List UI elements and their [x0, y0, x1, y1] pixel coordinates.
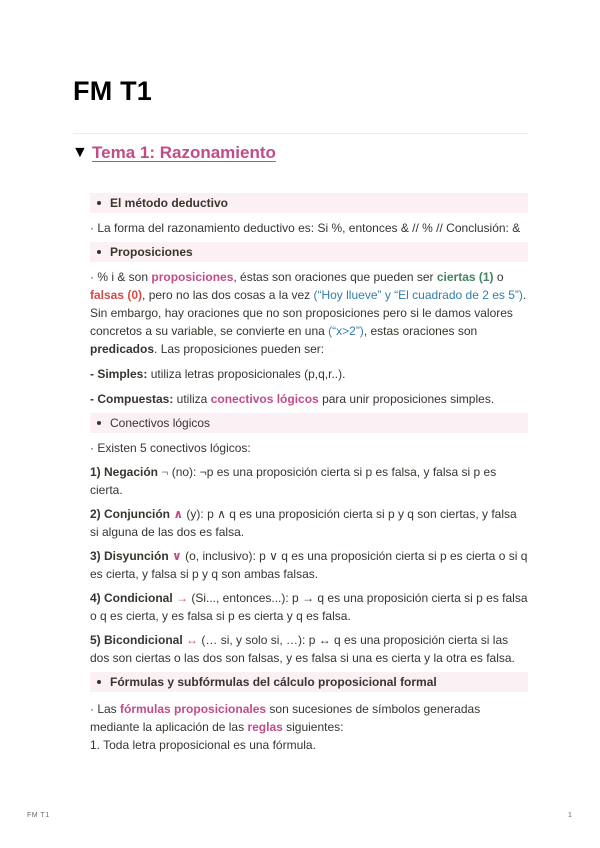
bullet-heading-proposiciones: [90, 242, 528, 262]
page-title: FM T1: [73, 76, 152, 106]
text-run: (… si, y solo si, …): p ↔ q es una proposición cierta si las dos son ciertas o las dos son falsas, y es falsa si una es cierta y la otra es falsa.: [90, 633, 515, 665]
text-run: siguientes:: [282, 720, 344, 734]
text-run: (Si..., entonces...): p → q es una proposición cierta si p es falsa o q es cierta, y es falsa si p es cierta y q es falsa.: [90, 591, 528, 623]
bullet-heading-text: Fórmulas y subfórmulas del cálculo proposicional formal: [110, 675, 437, 689]
text-run: utiliza letras proposicionales (p,q,r..).: [147, 367, 346, 381]
paragraph-proposiciones: [90, 268, 528, 358]
paragraph-formulas: [90, 700, 528, 736]
text-run: , éstas son oraciones que pueden ser: [233, 270, 437, 284]
conectivo-item-2: [90, 505, 528, 541]
symbol-biconditional: ↔: [182, 633, 199, 647]
footer-title: FM T1: [27, 812, 50, 819]
text-run: (y): p ∧ q es una proposición cierta si p y q son ciertas, y falsa si alguna de las dos es falsa.: [90, 507, 517, 539]
highlight-false: falsas (0): [90, 288, 143, 302]
conectivo-item-3: [90, 547, 528, 583]
paragraph-compuestas: [90, 390, 528, 408]
highlight-term: reglas: [247, 720, 283, 734]
paragraph-deductivo: · La forma del razonamiento deductivo es: Si %, entonces & // % // Conclusión: &: [90, 221, 521, 235]
symbol-conjunction: ∧: [170, 507, 184, 521]
symbol-negation: ¬: [158, 465, 169, 479]
bold-label: 2) Conjunción: [90, 507, 170, 521]
text-run: , estas oraciones son: [363, 324, 478, 338]
text-run: · Las: [90, 702, 121, 716]
bullet-dot-icon: [97, 421, 101, 425]
bold-label: - Simples:: [90, 367, 148, 381]
bold-term: predicados: [90, 342, 155, 356]
footer-page-number: 1: [568, 812, 573, 819]
bold-label: 3) Disyunción: [90, 549, 169, 563]
rule-1: 1. Toda letra proposicional es una fórmula.: [90, 738, 316, 752]
bullet-heading-text: Conectivos lógicos: [110, 416, 211, 430]
text-run: . Sin embargo, hay oraciones que no son proposiciones pero si le damos valores concretos a su variable, se convierte en una: [90, 288, 527, 338]
text-run: . Las proposiciones pueden ser:: [154, 342, 325, 356]
text-run: , pero no las dos cosas a la vez: [142, 288, 314, 302]
bullet-heading-text: Proposiciones: [110, 245, 193, 259]
text-run: para unir proposiciones simples.: [318, 392, 495, 406]
example-text: (“x>2”): [328, 324, 364, 338]
bullet-dot-icon: [97, 201, 101, 205]
bold-label: 4) Condicional: [90, 591, 173, 605]
triangle-down-icon[interactable]: ▼: [72, 144, 88, 161]
highlight-term: fórmulas proposicionales: [120, 702, 267, 716]
text-run: (o, inclusivo): p ∨ q es una proposición cierta si p es cierta o si q es cierta, y falsa si p y q son ambas falsas.: [90, 549, 528, 581]
highlight-term: conectivos lógicos: [210, 392, 319, 406]
text-run: · % i & son: [90, 270, 152, 284]
bold-label: - Compuestas:: [90, 392, 174, 406]
highlight-true: ciertas (1): [436, 270, 494, 284]
text-run: utiliza: [173, 392, 211, 406]
toggle-content: [90, 193, 528, 754]
example-text: (“Hoy llueve” y “El cuadrado de 2 es 5”): [313, 288, 523, 302]
bullet-dot-icon: [97, 250, 101, 254]
highlight-term: proposiciones: [151, 270, 234, 284]
bullet-dot-icon: [97, 680, 101, 684]
toggle-heading-text[interactable]: Tema 1: Razonamiento: [92, 143, 276, 162]
toggle-heading[interactable]: [72, 140, 276, 166]
title-divider: [73, 133, 528, 134]
text-run: o: [493, 270, 504, 284]
symbol-disjunction: ∨: [168, 549, 182, 563]
bold-label: 1) Negación: [90, 465, 159, 479]
text-run: (no): ¬p es una proposición cierta si p es falsa, y falsa si p es cierta.: [90, 465, 497, 497]
conectivo-item-5: [90, 631, 528, 667]
symbol-conditional: →: [172, 591, 189, 605]
bullet-heading-text: El método deductivo: [110, 196, 229, 210]
bullet-heading-deductivo: [90, 193, 528, 213]
text-run: son sucesiones de símbolos generadas mediante la aplicación de las: [90, 702, 481, 734]
bullet-heading-conectivos: [90, 413, 528, 433]
bullet-heading-formulas: [90, 672, 528, 692]
conectivo-item-1: [90, 463, 528, 499]
bold-label: 5) Bicondicional: [90, 633, 183, 647]
paragraph-simples: [90, 365, 528, 383]
paragraph-conectivos-intro: · Existen 5 conectivos lógicos:: [90, 441, 251, 455]
conectivo-item-4: [90, 589, 528, 625]
